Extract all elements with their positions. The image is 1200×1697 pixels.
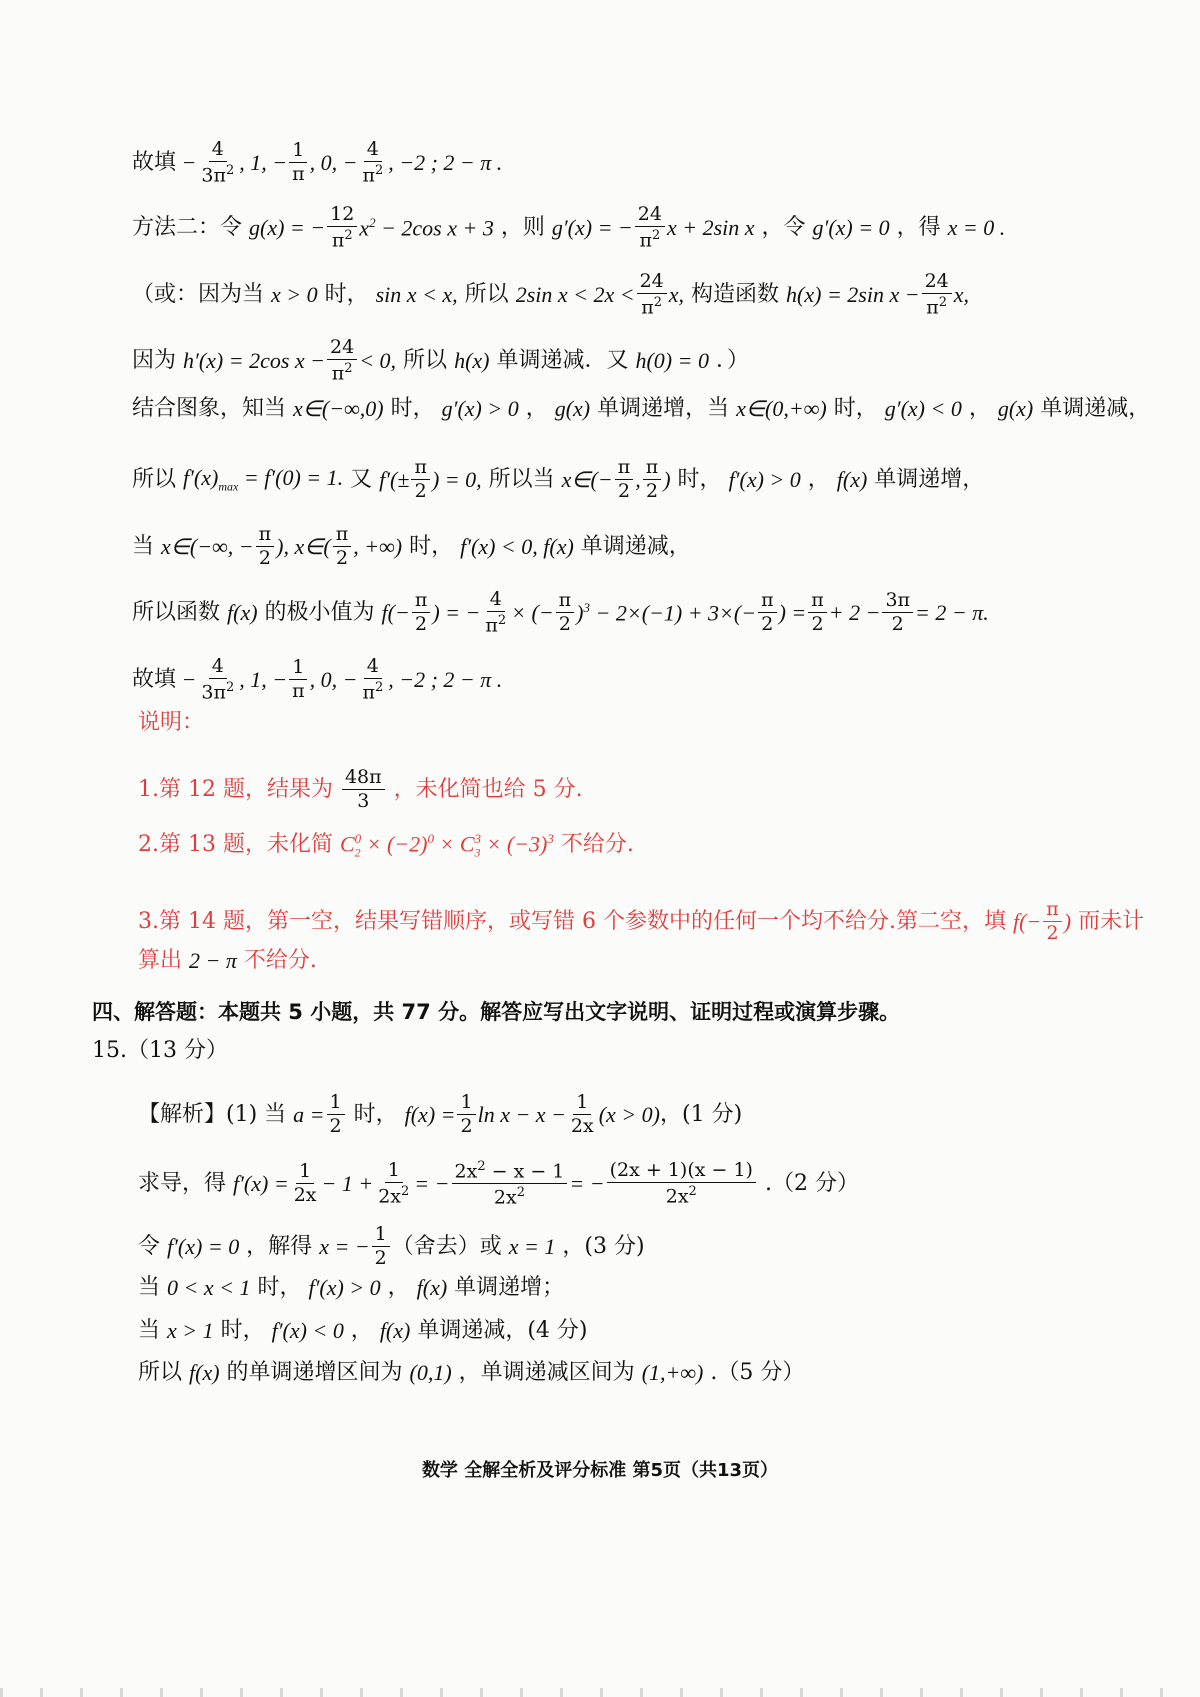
solution-line-3: 令 f′(x) = 0 ，解得 x = − $\frac{1}{2}$ （舍去）或 x = 1 ，(3 分) xyxy=(138,1223,645,1269)
monotonic-line-1: 结合图象，知当 x∈(−∞,0) 时， g′(x) > 0 ， g(x) 单调递增，当 x∈(0,+∞) 时， g′(x) < 0 ， g(x) 单调递减， xyxy=(132,396,1151,421)
monotonic-line-3: 当 x∈(−∞, − $\frac{\pi}{2}$ ), x∈( $\frac{\pi}{2}$ , +∞) 时， f′(x) < 0, f(x) 单调递减， xyxy=(132,523,691,569)
derivative-h-line: 因为 h′(x) = 2cos x − $\frac{24}{\pi^2}$ < 0, 所以 h(x) 单调递减．又 h(0) = 0 ．） xyxy=(132,336,749,385)
note-3: 3.第 14 题，第一空，结果写错顺序，或写错 6 个参数中的任何一个均不给分.第二空，填 f(− $\frac{\pi}{2}$ ) 而未计 xyxy=(138,898,1145,944)
scan-edge xyxy=(0,1688,1200,1697)
answer-line-2: 故填 − $\frac{4}{3\pi^2}$ , 1, − $\frac{1}{\pi}$ , 0, − $\frac{4}{\pi^2}$ , −2 ; 2 − π . xyxy=(132,655,503,704)
solution-line-1: 【解析】(1) 当 a = $\frac{1}{2}$ 时， f(x) = $\frac{1}{2}$ ln x − x − $\frac{1}{2x}$ (x > 0) ，(1 分) xyxy=(138,1091,743,1137)
alt-reason-line: （或：因为当 x > 0 时， sin x < x, 所以 2sin x < 2x < $\frac{24}{\pi^2}$ x, 构造函数 h(x) = 2sin x − $\frac{24}{\pi^2}$ x, xyxy=(132,270,970,319)
method-two-line: 方法二：令 g(x) = − $\frac{12}{\pi^2}$ $x^2 - 2\cos$ x + 3 ，则 g′(x) = − $\frac{24}{\pi^2}$ x + 2sin x ，令 g′(x) = 0 ，得 x = 0 . xyxy=(132,203,1006,252)
solution-line-2: 求导，得 f′(x) = $\frac{1}{2x}$ − 1 + $\frac{1}{2x^2}$ = − $\frac{2x^2 - x - 1}{2x^2}$ = − $\frac{(2x + 1)(x - 1)}{2x^2}$ .（2 分） xyxy=(138,1159,859,1209)
minimum-value-line: 所以函数 f(x) 的极小值为 f(− $\frac{\pi}{2}$ ) = − $\frac{4}{\pi^2}$ × (− $\frac{\pi}{2}$ )$^3$ − 2×(−1) + 3×(− $\frac{\pi}{2}$ ) = $\frac{\pi}{2}$ + 2 − $\frac{3\pi}{2}$ = 2 − π. xyxy=(132,588,989,637)
note-heading: 说明： xyxy=(138,710,205,735)
section-heading: 四、解答题：本题共 5 小题，共 77 分。解答应写出文字说明、证明过程或演算步骤。 xyxy=(92,1000,901,1024)
note-2: 2.第 13 题，未化简 $C_2^0 \times (-2)^0 \times C_3^3 \times (-3)^3$ 不给分. xyxy=(138,831,634,860)
note-1: 1.第 12 题，结果为 $\frac{48\pi}{3}$ ，未化简也给 5 分. xyxy=(138,766,583,812)
page-footer: 数学 全解全析及评分标准 第5页（共13页） xyxy=(421,1460,779,1481)
solution-line-6: 所以 f(x) 的单调递增区间为 (0,1) ，单调递减区间为 (1,+∞) .（5 分） xyxy=(138,1360,805,1385)
solution-line-4: 当 0 < x < 1 时， f′(x) > 0 ， f(x) 单调递增； xyxy=(138,1275,565,1300)
solution-line-5: 当 x > 1 时， f′(x) < 0 ， f(x) 单调递减，(4 分) xyxy=(138,1318,588,1343)
monotonic-line-2: 所以 $f'(x)_{max} = f'(0) = 1$. 又 f′(± $\frac{\pi}{2}$ ) = 0, 所以当 x∈(− $\frac{\pi}{2}$ , $\frac{\pi}{2}$ ) 时， f′(x) > 0 ， f(x) 单调递增， xyxy=(132,456,985,502)
question-15-heading: 15.（13 分） xyxy=(92,1038,228,1063)
text-run: 故填 xyxy=(132,149,177,175)
note-3-cont: 算出 2 − π 不给分. xyxy=(138,948,317,973)
answer-line-1: 故填 − $\frac{4}{3\pi^2}$ , 1, − $\frac{1}{\pi}$ , 0, − $\frac{4}{\pi^2}$ , −2 ; 2 − π . xyxy=(132,138,503,187)
